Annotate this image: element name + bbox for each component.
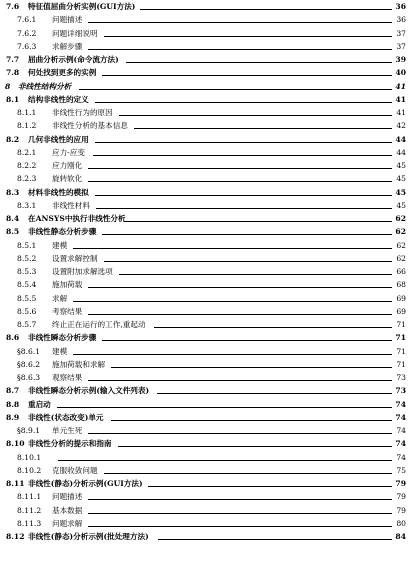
toc-entry-number: 8.5 — [6, 227, 20, 237]
toc-leader-line — [96, 208, 392, 209]
toc-entry-number: 8.11 — [6, 479, 25, 488]
toc-entry-number: 7.6 — [6, 2, 20, 11]
toc-entry-number: 8.11.2 — [17, 505, 42, 515]
toc-entry-title: 非线性(静态)分析示例(批处理方法) — [28, 532, 149, 541]
toc-entry-number: 8.4 — [6, 214, 20, 223]
toc-leader-line — [104, 261, 392, 262]
toc-leader-line — [102, 340, 392, 341]
toc-entry-number: 8.10.1 — [17, 452, 42, 462]
toc-leader-line — [119, 274, 392, 275]
toc-entry-title: 非线性(静态)分析示例(GUI方法) — [28, 479, 143, 488]
toc-leader-line — [111, 367, 392, 368]
toc-entry-page-number: 41 — [395, 94, 406, 104]
toc-entry[interactable] — [0, 331, 418, 344]
toc-entry-page-number: 69 — [396, 306, 406, 316]
toc-entry-number: 8.11.1 — [17, 492, 42, 502]
toc-leader-line — [154, 327, 392, 328]
toc-entry-title: 材料非线性的模拟 — [28, 187, 89, 197]
toc-entry-number: 7.7 — [6, 55, 20, 64]
toc-entry[interactable] — [0, 305, 418, 318]
toc-entry-title: 问题求解 — [52, 518, 83, 528]
toc-entry[interactable] — [0, 292, 418, 305]
toc-entry-title: 重启动 — [28, 399, 51, 409]
toc-entry-title: 非线性分析的提示和指南 — [28, 439, 112, 449]
toc-leader-line — [140, 9, 392, 10]
toc-entry-number: §8.6.2 — [17, 359, 41, 369]
toc-leader-line — [148, 486, 392, 487]
toc-entry[interactable] — [0, 464, 418, 477]
toc-entry-page-number: 62 — [396, 253, 406, 263]
toc-entry-title: 设置附加求解选项 — [52, 267, 113, 276]
toc-entry-number: 8.12 — [6, 532, 25, 541]
toc-entry[interactable] — [0, 239, 418, 252]
toc-entry-number: 7.6.3 — [17, 41, 37, 51]
toc-entry-title: 旋转软化 — [52, 174, 83, 184]
toc-entry-title: 非线性结构分析 — [18, 81, 72, 91]
toc-entry-title: 应力-应变 — [52, 147, 85, 157]
toc-leader-line — [88, 49, 392, 50]
toc-entry[interactable] — [0, 424, 418, 437]
toc-entry[interactable] — [0, 146, 418, 159]
toc-leader-line — [111, 420, 392, 421]
toc-entry-number: §8.9.1 — [17, 426, 41, 435]
toc-leader-line — [88, 499, 392, 500]
toc-entry-page-number: 44 — [395, 134, 406, 144]
toc-entry-number: 8.5.2 — [17, 253, 37, 263]
toc-leader-line — [88, 314, 392, 315]
toc-leader-line — [88, 433, 392, 434]
toc-entry-number: 8.5.3 — [17, 267, 37, 276]
toc-entry-page-number: 45 — [396, 200, 406, 210]
toc-entry-title: 特征值屈曲分析实例(GUI方法) — [28, 2, 136, 11]
toc-entry[interactable] — [0, 80, 418, 93]
toc-leader-line — [58, 460, 392, 461]
toc-entry[interactable] — [0, 318, 418, 331]
toc-entry-number: 8.2 — [6, 134, 20, 144]
toc-entry-number: 8.5.5 — [17, 293, 37, 303]
toc-leader-line — [102, 75, 392, 76]
toc-entry[interactable] — [0, 13, 418, 26]
toc-entry-page-number: 71 — [395, 333, 406, 343]
toc-leader-line — [102, 234, 392, 235]
toc-entry-title: 克服收敛问题 — [52, 465, 98, 475]
toc-entry[interactable] — [0, 159, 418, 172]
toc-entry-page-number: 80 — [396, 518, 406, 528]
toc-entry-page-number: 37 — [396, 41, 406, 51]
toc-entry-page-number: 74 — [395, 399, 406, 409]
toc-entry-page-number: 62 — [395, 214, 406, 223]
toc-leader-line — [157, 393, 392, 394]
toc-entry-page-number: 74 — [395, 412, 406, 422]
toc-entry-page-number: 62 — [395, 227, 406, 237]
toc-leader-line — [95, 102, 392, 103]
toc-entry[interactable] — [0, 358, 418, 371]
toc-entry-number: 8.9 — [6, 412, 20, 422]
toc-entry[interactable] — [0, 106, 418, 119]
toc-entry-number: 8.11.3 — [17, 518, 42, 528]
toc-entry-title: 单元生死 — [52, 426, 83, 435]
toc-entry-title: 非线性行为的原因 — [52, 108, 113, 117]
toc-entry-page-number: 71 — [396, 359, 406, 369]
toc-entry[interactable] — [0, 0, 418, 13]
toc-entry-title: 非线性(状态改变)单元 — [28, 412, 104, 422]
toc-entry[interactable] — [0, 119, 418, 132]
toc-entry-title: 问题详细说明 — [52, 28, 98, 38]
toc-entry-page-number: 45 — [395, 187, 406, 197]
toc-entry[interactable] — [0, 437, 418, 450]
toc-leader-line — [88, 380, 392, 381]
toc-entry[interactable] — [0, 252, 418, 265]
toc-leader-line — [104, 36, 392, 37]
toc-leader-line — [104, 473, 392, 474]
toc-entry[interactable] — [0, 40, 418, 53]
toc-entry-title: 非线性分析的基本信息 — [52, 121, 128, 131]
toc-entry-number: 8.2.2 — [17, 161, 37, 170]
toc-leader-line — [95, 142, 392, 143]
toc-entry[interactable] — [0, 398, 418, 411]
toc-entry-number: 7.6.1 — [17, 15, 37, 25]
toc-entry-page-number: 84 — [395, 532, 406, 541]
toc-entry-title: 非线性静态分析步骤 — [28, 227, 97, 237]
toc-leader-line — [95, 195, 392, 196]
toc-entry-title: 施加荷载 — [52, 280, 83, 290]
toc-leader-line — [93, 155, 392, 156]
toc-entry[interactable] — [0, 199, 418, 212]
toc-entry-number: §8.6.3 — [17, 373, 41, 382]
toc-entry-title: 基本数据 — [52, 505, 83, 515]
toc-entry-number: 8.1 — [6, 94, 20, 104]
toc-entry-page-number: 45 — [396, 174, 406, 184]
toc-entry-number: 8.5.4 — [17, 280, 37, 290]
toc-entry[interactable] — [0, 212, 418, 225]
toc-entry-number: 8.3 — [6, 187, 20, 197]
toc-entry-number: 8.5.7 — [17, 320, 37, 329]
toc-entry-number: 8.10 — [6, 439, 25, 449]
toc-entry[interactable] — [0, 225, 418, 238]
toc-entry-title: 问题描述 — [52, 492, 83, 502]
toc-leader-line — [88, 526, 392, 527]
toc-entry-number: 8 — [5, 81, 11, 91]
toc-entry-page-number: 36 — [396, 15, 406, 25]
toc-entry[interactable] — [0, 172, 418, 185]
toc-entry-number: 8.8 — [6, 399, 20, 409]
toc-entry-page-number: 69 — [396, 293, 406, 303]
toc-entry-title: 结构非线性的定义 — [28, 94, 89, 104]
toc-entry[interactable] — [0, 411, 418, 424]
toc-entry-page-number: 42 — [396, 121, 406, 131]
toc-entry-number: 8.5.1 — [17, 240, 37, 250]
toc-leader-line — [73, 301, 392, 302]
toc-leader-line — [73, 248, 392, 249]
toc-entry[interactable] — [0, 133, 418, 146]
toc-entry[interactable] — [0, 451, 418, 464]
toc-entry-page-number: 74 — [396, 452, 406, 462]
toc-entry-page-number: 73 — [395, 386, 406, 396]
toc-entry-page-number: 79 — [396, 505, 406, 515]
toc-entry-number: 8.6 — [6, 333, 20, 343]
toc-entry-page-number: 39 — [395, 55, 406, 64]
toc-entry-page-number: 79 — [396, 492, 406, 502]
toc-leader-line — [134, 128, 392, 129]
toc-entry-title: 考察结果 — [52, 306, 83, 316]
toc-entry-number: 8.7 — [6, 386, 20, 396]
toc-entry-page-number: 37 — [396, 28, 406, 38]
toc-entry-title: 屈曲分析示例(命令流方法) — [28, 55, 119, 64]
toc-entry-title: 非线性材料 — [52, 200, 90, 210]
toc-entry-title: 在ANSYS中执行非线性分析 — [28, 214, 126, 223]
toc-leader-line — [57, 407, 392, 408]
toc-leader-line — [73, 354, 392, 355]
toc-leader-line — [126, 62, 392, 63]
toc-entry-page-number: 73 — [396, 373, 406, 382]
toc-entry[interactable] — [0, 278, 418, 291]
toc-leader-line — [88, 181, 392, 182]
toc-entry[interactable] — [0, 93, 418, 106]
toc-entry[interactable] — [0, 27, 418, 40]
toc-leader-line — [124, 221, 392, 222]
toc-entry-page-number: 36 — [395, 2, 406, 11]
toc-entry[interactable] — [0, 517, 418, 530]
toc-entry-title: 求解 — [52, 293, 68, 303]
toc-entry-page-number: 68 — [396, 280, 406, 290]
toc-entry-number: 8.2.1 — [17, 147, 37, 157]
toc-leader-line — [88, 168, 392, 169]
toc-entry-number: 8.1.1 — [17, 108, 37, 117]
toc-entry-page-number: 74 — [396, 426, 406, 435]
toc-entry[interactable] — [0, 384, 418, 397]
toc-entry-title: 终止正在运行的工作,重起动 — [52, 320, 146, 329]
toc-entry-number: 8.10.2 — [17, 465, 42, 475]
toc-entry[interactable] — [0, 477, 418, 490]
toc-entry-number: 8.5.6 — [17, 306, 37, 316]
toc-entry-page-number: 45 — [396, 161, 406, 170]
toc-entry[interactable] — [0, 186, 418, 199]
toc-entry[interactable] — [0, 66, 418, 79]
toc-entry-page-number: 71 — [396, 346, 406, 356]
toc-entry-page-number: 44 — [396, 147, 406, 157]
toc-entry[interactable] — [0, 265, 418, 278]
toc-entry[interactable] — [0, 371, 418, 384]
toc-entry-page-number: 62 — [396, 240, 406, 250]
toc-entry-page-number: 79 — [395, 479, 406, 488]
toc-entry-number: §8.6.1 — [17, 346, 41, 356]
toc-entry-title: 问题描述 — [52, 15, 83, 25]
toc-entry-number: 8.1.2 — [17, 121, 37, 131]
toc-entry-page-number: 40 — [395, 68, 406, 78]
toc-entry[interactable] — [0, 530, 418, 543]
toc-leader-line — [158, 539, 392, 540]
toc-leader-line — [88, 287, 392, 288]
toc-entry-title: 施加荷载和求解 — [52, 359, 106, 369]
toc-entry-title: 何处找到更多的实例 — [28, 68, 97, 78]
toc-entry-number: 7.6.2 — [17, 28, 37, 38]
toc-entry[interactable] — [0, 345, 418, 358]
toc-entry-title: 非线性瞬态分析示例(输入文件列表) — [28, 386, 150, 396]
toc-entry-page-number: 71 — [396, 320, 406, 329]
toc-leader-line — [88, 22, 392, 23]
toc-entry-title: 求解步骤 — [52, 41, 83, 51]
toc-entry-page-number: 74 — [395, 439, 406, 449]
toc-entry[interactable] — [0, 490, 418, 503]
toc-entry-title: 设置求解控制 — [52, 253, 98, 263]
toc-entry-title: 几何非线性的应用 — [28, 134, 89, 144]
toc-entry-number: 8.3.1 — [17, 200, 37, 210]
toc-leader-line — [118, 446, 392, 447]
toc-leader-line — [119, 115, 392, 116]
toc-leader-line — [88, 513, 392, 514]
toc-entry-number: 8.2.3 — [17, 174, 37, 184]
toc-entry-title: 观察结果 — [52, 373, 83, 382]
toc-entry[interactable] — [0, 504, 418, 517]
toc-entry-title: 建模 — [52, 346, 68, 356]
toc-entry-page-number: 41 — [396, 108, 406, 117]
toc-entry-page-number: 66 — [396, 267, 406, 276]
toc-entry-title: 非线性瞬态分析步骤 — [28, 333, 97, 343]
toc-entry-page-number: 41 — [395, 81, 406, 91]
toc-entry-title: 应力刚化 — [52, 161, 83, 170]
toc-entry[interactable] — [0, 53, 418, 66]
toc-leader-line — [79, 89, 392, 90]
toc-entry-title: 建模 — [52, 240, 68, 250]
toc-entry-page-number: 75 — [396, 465, 406, 475]
toc-entry-number: 7.8 — [6, 68, 20, 78]
